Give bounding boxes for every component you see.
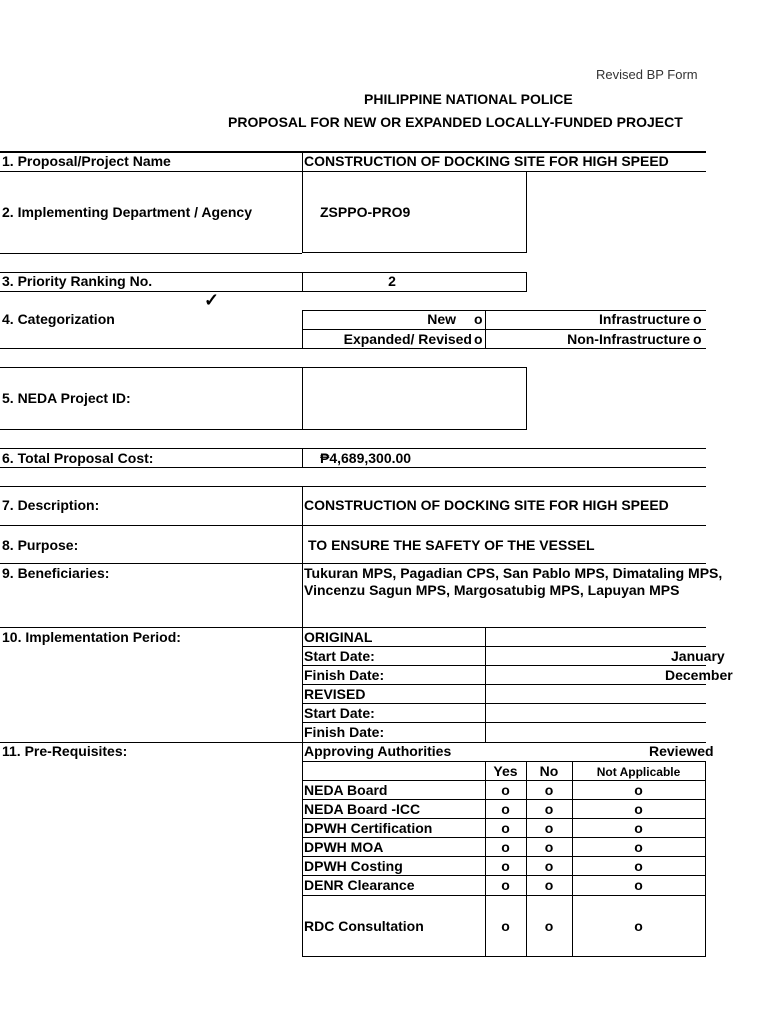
category-noninfra-radio-icon[interactable]: o	[693, 331, 702, 347]
prereq-item: DPWH MOA	[304, 839, 384, 855]
category-expanded[interactable]: Expanded/ Revised	[343, 331, 472, 347]
reviewed-header: Reviewed	[649, 743, 714, 759]
prereq-yes-radio-icon[interactable]: o	[501, 918, 510, 934]
prereq-item: DPWH Certification	[304, 820, 433, 836]
period-revised: REVISED	[304, 686, 366, 702]
priority-label: 3. Priority Ranking No.	[2, 273, 153, 289]
purpose-value: TO ENSURE THE SAFETY OF THE VESSEL	[308, 537, 595, 553]
period-finish-label: Finish Date:	[304, 667, 385, 683]
prereq-yes-radio-icon[interactable]: o	[501, 839, 510, 855]
prereq-yes-radio-icon[interactable]: o	[501, 801, 510, 817]
prereq-yes-radio-icon[interactable]: o	[501, 858, 510, 874]
period-original: ORIGINAL	[304, 629, 373, 645]
prerequisites-label: 11. Pre-Requisites:	[2, 743, 128, 759]
purpose-label: 8. Purpose:	[2, 537, 79, 553]
col-na-header: Not Applicable	[596, 765, 681, 779]
prereq-item: NEDA Board	[304, 782, 388, 798]
total-cost-value: ₱4,689,300.00	[320, 450, 412, 466]
prereq-na-radio-icon[interactable]: o	[634, 801, 643, 817]
total-cost-label: 6. Total Proposal Cost:	[2, 450, 154, 466]
agency-label: 2. Implementing Department / Agency	[2, 204, 252, 220]
project-name-value: CONSTRUCTION OF DOCKING SITE FOR HIGH SPEED	[304, 153, 669, 169]
beneficiaries-label: 9. Beneficiaries:	[2, 565, 110, 581]
description-label: 7. Description:	[2, 497, 100, 513]
form-reference: Revised BP Form	[596, 67, 698, 82]
project-name-label: 1. Proposal/Project Name	[2, 153, 171, 169]
form-title: PROPOSAL FOR NEW OR EXPANDED LOCALLY-FUNDED PROJECT	[228, 114, 683, 130]
agency-value: ZSPPO-PRO9	[320, 204, 411, 220]
prereq-item: DPWH Costing	[304, 858, 403, 874]
prereq-no-radio-icon[interactable]: o	[544, 918, 554, 934]
prereq-na-radio-icon[interactable]: o	[634, 782, 643, 798]
priority-value: 2	[388, 273, 396, 289]
period-revised-finish-label: Finish Date:	[304, 724, 385, 740]
col-yes-header: Yes	[493, 763, 518, 779]
col-no-header: No	[539, 763, 559, 779]
prereq-yes-radio-icon[interactable]: o	[501, 877, 510, 893]
prereq-na-radio-icon[interactable]: o	[634, 858, 643, 874]
category-expanded-radio-icon[interactable]: o	[474, 331, 483, 347]
approving-authorities-header: Approving Authorities	[304, 743, 452, 759]
prereq-na-radio-icon[interactable]: o	[634, 918, 643, 934]
beneficiaries-line-1: Tukuran MPS, Pagadian CPS, San Pablo MPS, Dimataling MPS,	[304, 565, 723, 581]
period-revised-start-label: Start Date:	[304, 705, 375, 721]
period-start-value: January	[671, 648, 725, 664]
prereq-no-radio-icon[interactable]: o	[544, 839, 554, 855]
category-new[interactable]: New	[427, 311, 456, 327]
category-infra[interactable]: Infrastructure	[598, 311, 690, 327]
prereq-no-radio-icon[interactable]: o	[544, 820, 554, 836]
prereq-item: DENR Clearance	[304, 877, 415, 893]
prereq-na-radio-icon[interactable]: o	[634, 820, 643, 836]
prereq-na-radio-icon[interactable]: o	[634, 839, 643, 855]
beneficiaries-line-2: Vincenzu Sagun MPS, Margosatubig MPS, Lapuyan MPS	[304, 582, 680, 598]
prereq-na-radio-icon[interactable]: o	[634, 877, 643, 893]
category-infra-radio-icon[interactable]: o	[693, 311, 702, 327]
period-finish-value: December	[665, 667, 733, 683]
prereq-yes-radio-icon[interactable]: o	[501, 782, 510, 798]
prereq-no-radio-icon[interactable]: o	[544, 782, 554, 798]
prereq-item: NEDA Board -ICC	[304, 801, 421, 817]
implementation-period-label: 10. Implementation Period:	[2, 629, 181, 645]
description-value: CONSTRUCTION OF DOCKING SITE FOR HIGH SPEED	[304, 497, 669, 513]
prereq-item: RDC Consultation	[304, 918, 424, 934]
prereq-no-radio-icon[interactable]: o	[544, 801, 554, 817]
organization-title: PHILIPPINE NATIONAL POLICE	[364, 91, 573, 107]
category-new-radio-icon[interactable]: o	[474, 311, 483, 327]
categorization-label: 4. Categorization	[2, 311, 115, 327]
check-mark-icon: ✓	[204, 290, 220, 310]
neda-id-label: 5. NEDA Project ID:	[2, 390, 131, 406]
prereq-yes-radio-icon[interactable]: o	[501, 820, 510, 836]
prereq-no-radio-icon[interactable]: o	[544, 877, 554, 893]
category-noninfra[interactable]: Non-Infrastructure	[567, 331, 690, 347]
prereq-no-radio-icon[interactable]: o	[544, 858, 554, 874]
period-start-label: Start Date:	[304, 648, 375, 664]
